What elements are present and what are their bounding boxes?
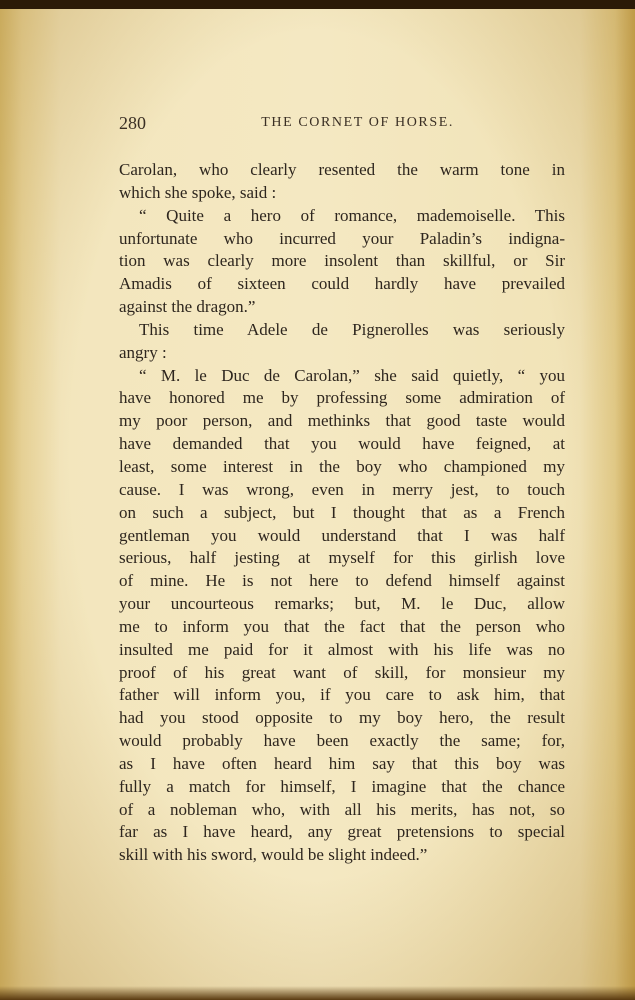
text-line: This time Adele de Pignerolles was seriously [139,319,565,339]
text-line: insulted me paid for it almost with his life was no [119,639,565,659]
text-line: Amadis of sixteen could hardly have prevailed [119,274,565,294]
running-title: THE CORNET OF HORSE. [261,115,454,130]
text-line: against the dragon.” [119,297,256,317]
text-line: angry : [119,342,167,362]
text-line: me to inform you that the fact that the person who [119,616,565,636]
text-line: have demanded that you would have feigned, at [119,434,565,454]
text-line: of mine. He is not here to defend himself against [119,571,565,591]
text-line: least, some interest in the boy who championed my [119,456,565,476]
text-line: cause. I was wrong, even in merry jest, to touch [119,479,565,499]
body-text [119,159,565,867]
text-line: fully a match for himself, I imagine that the chance [119,776,565,796]
text-line: which she spoke, said : [119,182,277,202]
text-line: proof of his great want of skill, for monsieur my [119,662,565,682]
text-line: unfortunate who incurred your Paladin’s indigna- [119,228,565,248]
text-line: have honored me by professing some admiration of [119,388,565,408]
text-line: would probably have been exactly the same; for, [119,731,565,751]
text-line: tion was clearly more insolent than skillful, or Sir [119,251,565,271]
text-line: had you stood opposite to my boy hero, the result [119,708,565,728]
text-line: your uncourteous remarks; but, M. le Duc, allow [119,594,565,614]
text-line: my poor person, and methinks that good taste would [119,411,565,431]
text-line: as I have often heard him say that this boy was [119,753,565,773]
text-line: “ Quite a hero of romance, mademoiselle. This [139,205,565,225]
text-line: serious, half jesting at myself for this girlish love [119,548,565,568]
text-line: gentleman you would understand that I was half [119,525,565,545]
page-header [119,113,454,137]
page-number: 280 [119,113,146,133]
text-line: skill with his sword, would be slight indeed.” [119,845,428,865]
text-line: of a nobleman who, with all his merits, has not, so [119,799,565,819]
text-line: Carolan, who clearly resented the warm tone in [119,160,565,179]
text-line: far as I have heard, any great pretensions to special [119,822,565,842]
text-line: on such a subject, but I thought that as a French [119,502,565,522]
text-line: father will inform you, if you care to ask him, that [119,685,565,705]
text-line: “ M. le Duc de Carolan,” she said quietly, “ you [139,365,565,385]
